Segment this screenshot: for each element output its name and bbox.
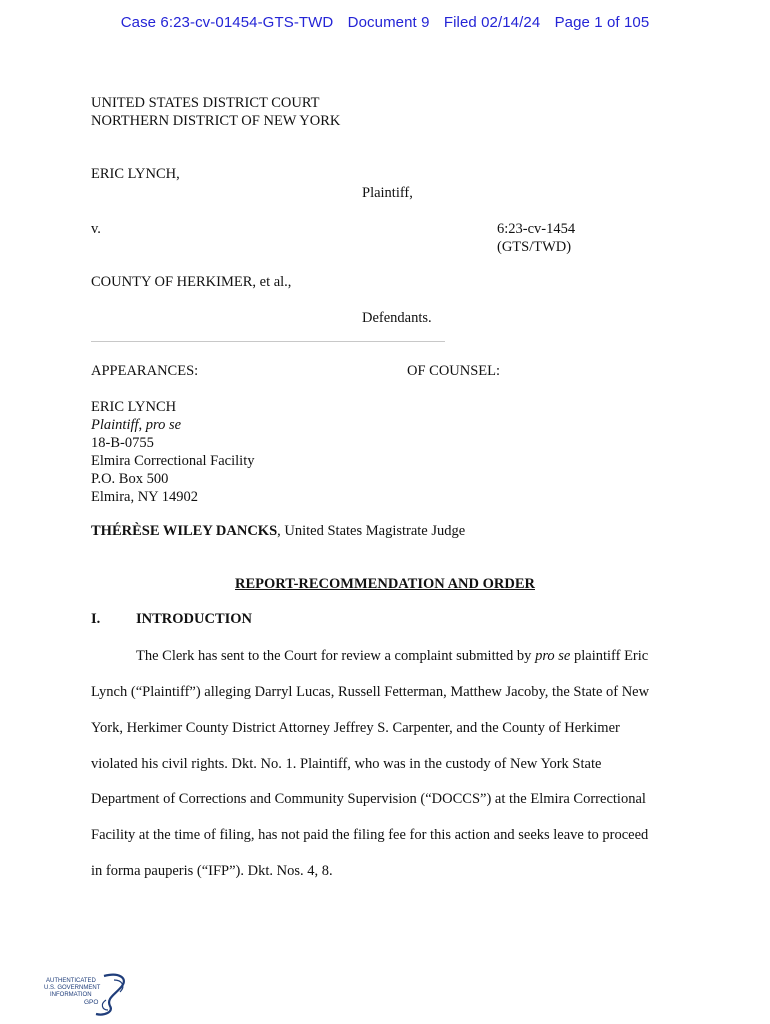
of-counsel-label: OF COUNSEL: <box>407 363 501 379</box>
versus: v. <box>91 221 101 237</box>
section-number: I. <box>91 611 101 627</box>
filed-date-header: Filed 02/14/24 <box>443 14 541 31</box>
case-number-line-2: (GTS/TWD) <box>497 239 572 255</box>
page-number-header: Page 1 of 105 <box>554 14 650 31</box>
document-number-header: Document 9 <box>347 14 430 31</box>
gpo-line-1: AUTHENTICATED <box>46 978 96 984</box>
party-facility: Elmira Correctional Facility <box>91 453 255 469</box>
court-line-1: UNITED STATES DISTRICT COURT <box>91 95 320 111</box>
judge-name: THÉRÈSE WILEY DANCKS <box>91 523 278 539</box>
case-number-header: Case 6:23-cv-01454-GTS-TWD <box>120 14 334 31</box>
report-title: REPORT-RECOMMENDATION AND ORDER <box>235 576 535 592</box>
defendant-name: COUNTY OF HERKIMER, et al., <box>91 274 292 290</box>
gpo-line-4: GPO <box>84 999 99 1006</box>
plaintiff-address-block <box>91 398 254 506</box>
ecf-header <box>0 14 770 31</box>
plaintiff-role: Plaintiff, <box>362 185 413 201</box>
gpo-line-2: U.S. GOVERNMENT <box>44 985 101 991</box>
party-id: 18-B-0755 <box>91 435 154 451</box>
caption-divider <box>91 341 445 342</box>
gpo-authenticated-seal <box>44 970 134 1020</box>
case-number <box>497 220 575 256</box>
body-line-3: York, Herkimer County District Attorney Jeffrey S. Carpenter, and the County of Herkimer <box>91 720 620 736</box>
body-line-2: Lynch (“Plaintiff”) alleging Darryl Lucas, Russell Fetterman, Matthew Jacoby, the State of New <box>91 684 650 700</box>
body-line-7: in forma pauperis (“IFP”). Dkt. Nos. 4, 8. <box>91 863 333 879</box>
section-title: INTRODUCTION <box>136 611 253 627</box>
body-line-1 <box>136 647 648 665</box>
court-line-2: NORTHERN DISTRICT OF NEW YORK <box>91 113 341 129</box>
gpo-line-3: INFORMATION <box>50 992 92 998</box>
body-line-6: Facility at the time of filing, has not paid the filing fee for this action and seeks leave to proceed <box>91 827 649 843</box>
defendant-role: Defendants. <box>362 310 432 326</box>
appearances-label: APPEARANCES: <box>91 363 199 379</box>
party-role: Plaintiff, pro se <box>91 417 182 433</box>
body-line-1-end: plaintiff Eric <box>570 648 649 664</box>
court-name <box>91 94 340 130</box>
body-line-4: violated his civil rights. Dkt. No. 1. Plaintiff, who was in the custody of New York State <box>91 756 602 772</box>
plaintiff-name: ERIC LYNCH, <box>91 166 180 182</box>
body-line-5: Department of Corrections and Community Supervision (“DOCCS”) at the Elmira Correctional <box>91 791 646 807</box>
judge-title: , United States Magistrate Judge <box>277 523 466 539</box>
party-city: Elmira, NY 14902 <box>91 489 198 505</box>
party-name: ERIC LYNCH <box>91 399 177 415</box>
party-box: P.O. Box 500 <box>91 471 169 487</box>
pro-se-italic: pro se <box>535 648 571 664</box>
judge-line <box>91 522 465 540</box>
case-number-line-1: 6:23-cv-1454 <box>497 221 576 237</box>
body-line-1-start: The Clerk has sent to the Court for review a complaint submitted by <box>136 648 536 664</box>
